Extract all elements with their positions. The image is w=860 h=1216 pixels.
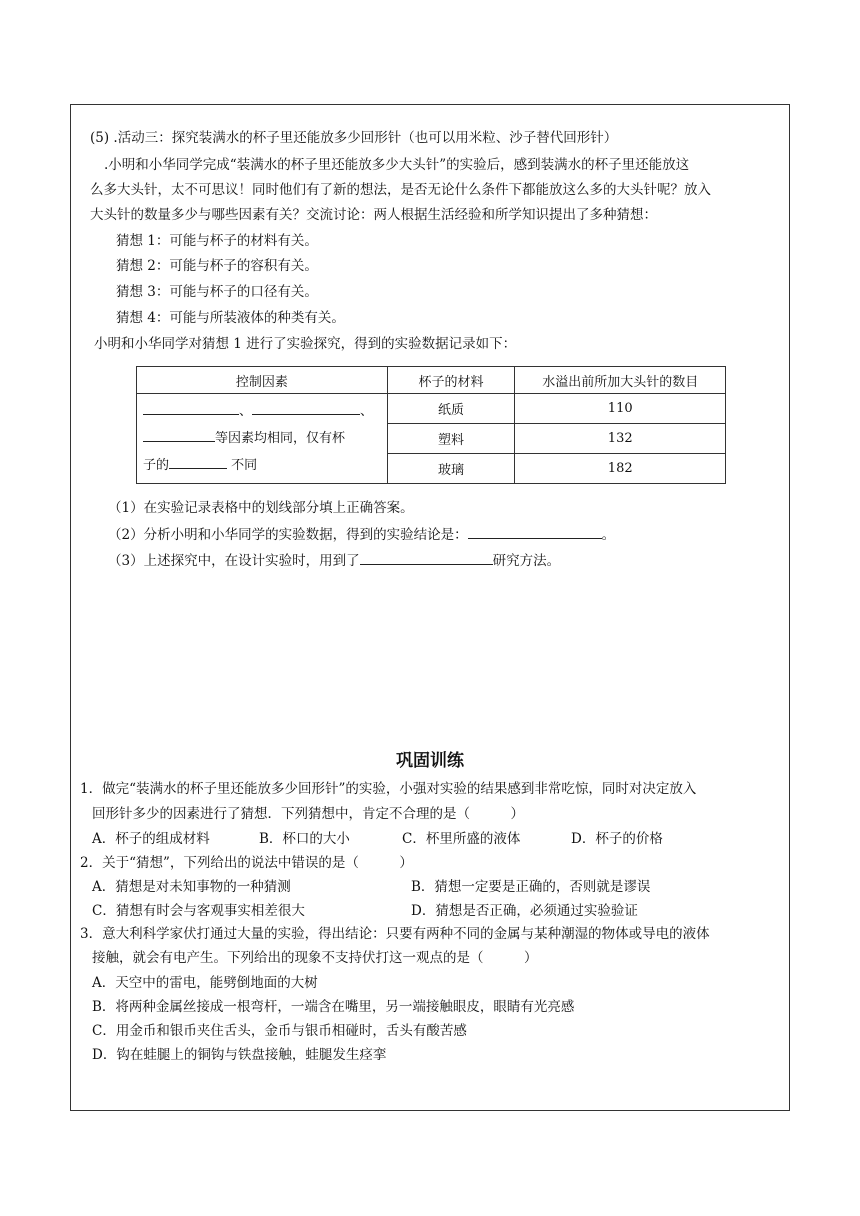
option: B．杯口的大小 — [259, 831, 350, 847]
count-cell: 132 — [515, 424, 726, 454]
question-3 — [108, 550, 560, 571]
fill-blank-factor-2[interactable] — [252, 400, 360, 415]
exercise-2-line1: 2．关于“猜想”，下列给出的说法中错误的是（ ） — [80, 855, 413, 871]
exercise-3-line2: 接触，就会有电产生。下列给出的现象不支持伏打这一观点的是（ ） — [92, 950, 538, 966]
guess-3: 猜想 3：可能与杯子的口径有关。 — [116, 284, 318, 300]
exercise-1-line2: 回形针多少的因素进行了猜想．下列猜想中，肯定不合理的是（ ） — [92, 806, 524, 822]
separator: 、 — [239, 404, 253, 419]
option: C．猜想有时会与客观事实相差很大 — [92, 903, 305, 919]
activity-intro-line2: 么多大头针，太不可思议！同时他们有了新的想法，是否无论什么条件下都能放这么多的大头针呢？放入 — [90, 182, 711, 198]
option: A．天空中的雷电，能劈倒地面的大树 — [92, 975, 318, 991]
control-text-2: 子的 — [143, 458, 170, 473]
option: D．杯子的价格 — [571, 831, 663, 847]
section-title: 巩固训练 — [396, 751, 464, 771]
answer-blank-conclusion[interactable] — [468, 524, 602, 539]
question-3-text: （3）上述探究中，在设计实验时，用到了 — [108, 553, 360, 569]
table-header-row — [137, 367, 726, 394]
fill-blank-variable[interactable] — [169, 454, 227, 469]
header-material: 杯子的材料 — [387, 367, 515, 394]
guess-4: 猜想 4：可能与所装液体的种类有关。 — [116, 310, 345, 326]
option: B．将两种金属丝接成一根弯杆，一端含在嘴里，另一端接触眼皮，眼睛有光亮感 — [92, 999, 575, 1015]
count-cell: 110 — [515, 394, 726, 424]
option: B．猜想一定要是正确的，否则就是谬误 — [411, 879, 651, 895]
option: C．杯里所盛的液体 — [402, 831, 521, 847]
control-text-3: 不同 — [227, 458, 258, 473]
question-2 — [108, 524, 615, 545]
separator: 、 — [360, 404, 374, 419]
exercise-1-line1: 1．做完“装满水的杯子里还能放多少回形针”的实验，小强对实验的结果感到非常吃惊，同时对决定放入 — [80, 781, 697, 797]
option: D．猜想是否正确，必须通过实验验证 — [411, 903, 638, 919]
option: A．猜想是对未知事物的一种猜测 — [92, 879, 291, 895]
activity-intro-line3: 大头针的数量多少与哪些因素有关？交流讨论：两人根据生活经验和所学知识提出了多种猜想： — [90, 207, 657, 223]
count-cell: 182 — [515, 454, 726, 484]
question-2-text: （2）分析小明和小华同学的实验数据，得到的实验结论是： — [108, 527, 468, 543]
experiment-table — [136, 366, 726, 484]
option: A．杯子的组成材料 — [92, 831, 210, 847]
header-control-factors: 控制因素 — [137, 367, 388, 394]
exercise-3-line1: 3．意大利科学家伏打通过大量的实验，得出结论：只要有两种不同的金属与某种潮湿的物体或导电的液体 — [80, 926, 710, 942]
control-factors-cell — [137, 394, 388, 484]
material-cell: 纸质 — [387, 394, 515, 424]
material-cell: 塑料 — [387, 424, 515, 454]
fill-blank-factor-3[interactable] — [143, 427, 215, 442]
guess-1: 猜想 1：可能与杯子的材料有关。 — [116, 233, 318, 249]
fill-blank-factor-1[interactable] — [143, 400, 239, 415]
question-1: （1）在实验记录表格中的划线部分填上正确答案。 — [108, 500, 414, 516]
option: C．用金币和银币夹住舌头，金币与银币相碰时，舌头有酸苦感 — [92, 1023, 467, 1039]
header-pin-count: 水溢出前所加大头针的数目 — [515, 367, 726, 394]
material-cell: 玻璃 — [387, 454, 515, 484]
answer-blank-method[interactable] — [360, 550, 493, 565]
record-intro: 小明和小华同学对猜想 1 进行了实验探究，得到的实验数据记录如下： — [94, 336, 517, 352]
activity-heading: (5) .活动三：探究装满水的杯子里还能放多少回形针（也可以用米粒、沙子替代回形针） — [90, 130, 618, 146]
option: D．钩在蛙腿上的铜钩与铁盘接触，蛙腿发生痉挛 — [92, 1047, 387, 1063]
question-2-end: 。 — [601, 527, 616, 543]
question-3-end: 研究方法。 — [492, 553, 561, 569]
activity-intro-line1: .小明和小华同学完成“装满水的杯子里还能放多少大头针”的实验后，感到装满水的杯子里还能放这 — [104, 157, 690, 173]
table-row — [137, 394, 726, 424]
control-text-1: 等因素均相同，仅有杯 — [215, 431, 346, 446]
guess-2: 猜想 2：可能与杯子的容积有关。 — [116, 258, 318, 274]
